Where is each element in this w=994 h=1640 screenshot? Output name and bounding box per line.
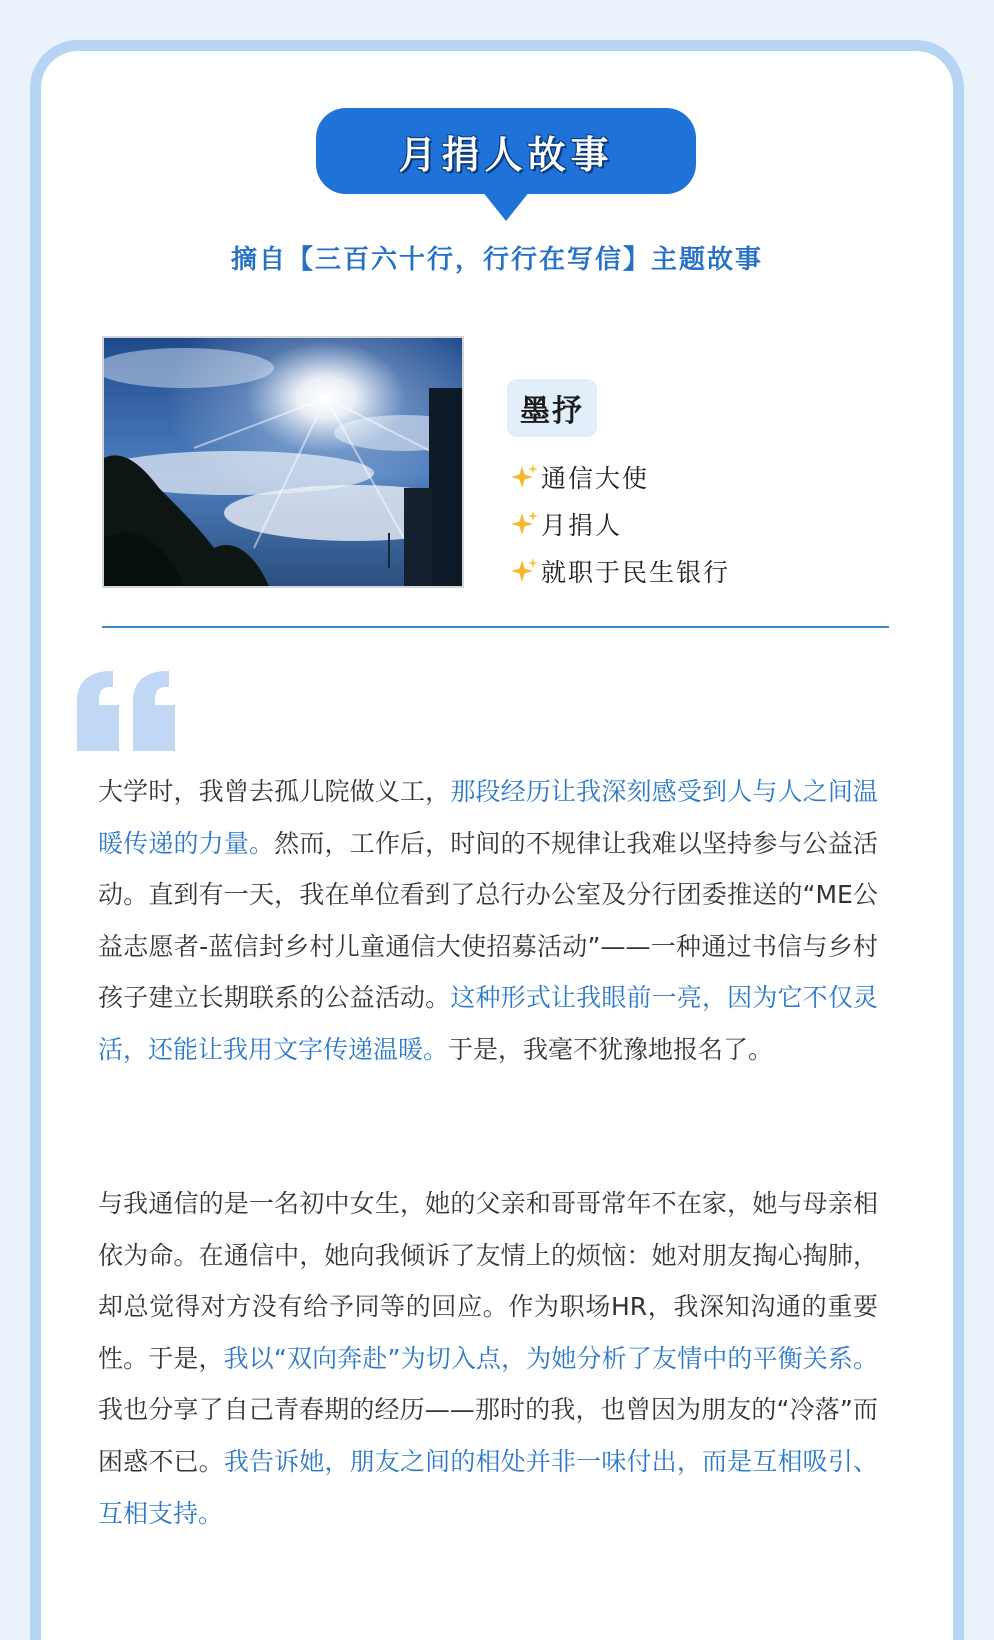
profile-tag (509, 553, 730, 589)
story-highlight: 这种形式让我眼前一亮，因为它不仅灵活，还能让我用文字传递温暖。 (98, 983, 878, 1064)
profile-tag (509, 459, 649, 495)
story-text: 然而，工作后，时间的不规律让我难以坚持参与公益活动。直到有一天，我在单位看到了总行办公室及分行团委推送的“ME公益志愿者-蓝信封乡村儿童通信大使招募活动”——一种通过书信与乡村孩子建立长期联系的公益活动。 (98, 828, 878, 1013)
story-paragraph-2 (98, 1178, 878, 1539)
story-text: 我也分享了自己青春期的经历——那时的我，也曾因为朋友的“冷落”而困惑不已。 (98, 1395, 878, 1476)
subtitle: 摘自【三百六十行，行行在写信】主题故事 (230, 245, 763, 275)
sky-photo-illustration (104, 338, 462, 586)
story-highlight: 我以“双向奔赴”为切入点，为她分析了友情中的平衡关系。 (223, 1343, 878, 1373)
page-title: 月捐人故事 (398, 132, 614, 177)
story-highlight: 我告诉她，朋友之间的相处并非一味付出，而是互相吸引、互相支持。 (98, 1446, 878, 1528)
story-text: 大学时，我曾去孤儿院做义工， (98, 777, 451, 806)
story-text: 与我通信的是一名初中女生，她的父亲和哥哥常年不在家，她与母亲相依为命。在通信中，她向我倾诉了友情上的烦恼：她对朋友掏心掏肺，却总觉得对方没有给予同等的回应。作为职场HR，我深知沟通的重要性。于是， (98, 1189, 878, 1373)
title-banner (316, 108, 696, 194)
quote-mark-icon (77, 671, 187, 751)
profile-tag (509, 506, 622, 542)
profile-tag-label: 通信大使 (541, 464, 650, 493)
sparkles-icon (509, 556, 539, 586)
story-highlight: 那段经历让我深刻感受到人与人之间温暖传递的力量。 (98, 777, 878, 858)
story-card (30, 40, 964, 1640)
story-text: 于是，我毫不犹豫地报名了。 (448, 1034, 774, 1064)
profile-tag-label: 就职于民生银行 (541, 558, 731, 587)
profile-tag-label: 月捐人 (541, 511, 623, 540)
section-divider (102, 626, 889, 628)
title-banner-pointer (482, 191, 530, 221)
sparkles-icon (509, 462, 539, 492)
profile-photo (102, 336, 464, 588)
story-paragraph-1 (98, 766, 878, 1076)
profile-name: 墨抒 (507, 379, 597, 437)
sparkles-icon (509, 509, 539, 539)
